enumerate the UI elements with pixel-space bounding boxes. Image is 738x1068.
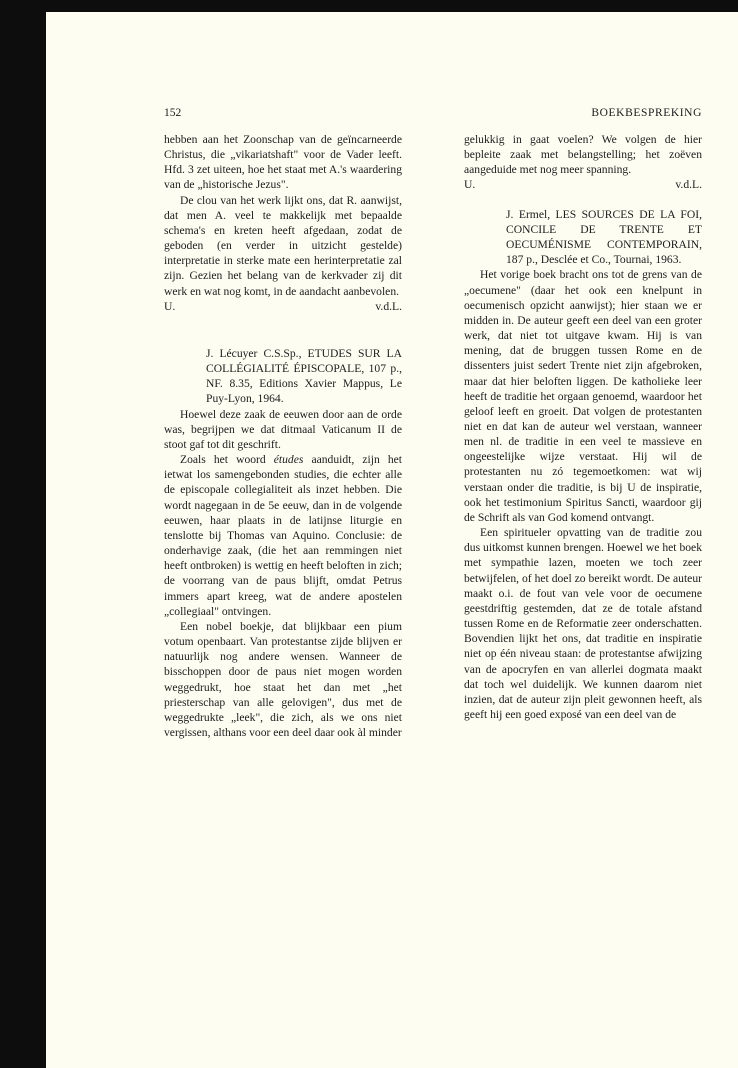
signature-initial: U. — [164, 299, 176, 313]
running-title: BOEKBESPREKING — [591, 107, 702, 119]
paragraph: Zoals het woord études aanduidt, zijn het ietwat los samengebonden studies, die echter alle de episcopale collegialiteit als inzet hebben. Die wordt nagegaan in de 5e eeuw, dan in de volgende eeuwen, haar plaats in de latijnse liturgie en tenslotte bij Thomas van Aquino. Conclusie: de onderhavige zaak, (die het aan remmingen niet heeft ontbroken) is wettig en heeft beloften in zich; de voorrang van de paus blijft, omdat Petrus immers apart kreeg, wat de andere apostelen „collegiaal" ontvingen. — [164, 453, 402, 618]
signature-author: v.d.L. — [675, 178, 702, 192]
book-entry: J. Lécuyer C.S.Sp., ETUDES SUR LA COLLÉGIALITÉ ÉPISCOPALE, 107 p., NF. 8.35, Editions Xavier Mappus, Le Puy-Lyon, 1964. — [206, 346, 402, 406]
paragraph: gelukkig in gaat voelen? We volgen de hier bepleite zaak met belangstelling; het zoëven aangeduide met nog meer spanning. — [464, 133, 702, 177]
paragraph: Een nobel boekje, dat blijkbaar een pium votum openbaart. Van protestantse zijde blijven er natuurlijk nog andere wensen. Wanneer de bisschoppen door de paus niet mogen worden weggedrukt, hoe staat het dan met „het priesterschap van alle gelovigen", dus met de weggedrukte „leek", die zich, als we ons niet vergissen, althans voor een deel daar ook àl minder — [164, 619, 402, 739]
right-column — [464, 132, 702, 722]
paragraph: Het vorige boek bracht ons tot de grens van de „oecumene" (daar het ook een knelpunt in oecumenisch opzicht aanwijst); hier staan we er midden in. De auteur geeft een deel van een groter werk, dat niet tot uitgave kwam. Hij is van mening, dat de bruggen tussen Rome en de dissenters juist sedert Trente niet zijn afgebroken, maar dat hier beloften liggen. De katholieke leer heeft de traditie het orgaan genoemd, waardoor het geloof leeft en groeit. Dat volgen de protestanten niet en dat kan de auteur wel verstaan, wanneer men nl. de traditie in een veel te massieve en ongeestelijke wijze verstaat. Hij wil de protestanten nu zó tegemoetkomen: wat wij verstaan onder die traditie, is bij U de inspiratie, ook het testimonium Spiritus Sancti, waardoor gij de Schrift als van God komend ontvangt. — [464, 268, 702, 524]
signature-author: v.d.L. — [375, 299, 402, 313]
paragraph: Hoewel deze zaak de eeuwen door aan de orde was, begrijpen we dat ditmaal Vaticanum II de stoot gaf tot dit geschrift. — [164, 407, 402, 451]
page-header — [164, 107, 702, 121]
paragraph: hebben aan het Zoonschap van de geïncarneerde Christus, die „vikariatshaft" voor de Vader leeft. Hfd. 3 zet uiteen, hoe het staat met A.'s waardering van de „historische Jezus". — [164, 133, 402, 192]
left-column — [164, 132, 402, 740]
paragraph: De clou van het werk lijkt ons, dat R. aanwijst, dat men A. veel te makkelijk met bepaalde schema's en kreten heeft afgedaan, zodat de geboden (en verder in uitzicht gestelde) interpretatie in sterke mate een herinterpretatie zal zijn. Gezien het belang van de kerkvader zij dit werk en wat nog komt, in de aandacht aanbevolen. — [164, 193, 402, 298]
review-signature — [164, 299, 402, 314]
page-number: 152 — [164, 107, 182, 119]
review-signature — [464, 177, 702, 192]
book-entry: J. Ermel, LES SOURCES DE LA FOI, CONCILE DE TRENTE ET OECUMÉNISME CONTEMPORAIN, 187 p., Desclée et Co., Tournai, 1963. — [506, 207, 702, 267]
book-page — [46, 12, 738, 1068]
paragraph: Een spiritueler opvatting van de traditie zou dus uitkomst kunnen brengen. Hoewel we het boek met sympathie lazen, moeten we toch zeer betwijfelen, of het doel zo bereikt wordt. De auteur maakt o.i. de fout van vele voor de oecumene geestdriftig gestemden, dat ze de totale afstand tussen Rome en de Reformatie zeer onderschatten. Bovendien lijkt het ons, dat traditie en inspiratie niet op één niveau staan: de protestantse afwijzing van de apocryfen en van allerlei dogmata maakt dat toch wel duidelijk. We kunnen daarom niet inzien, dat de auteur zijn pleit gewonnen heeft, als geeft hij een goed exposé van een deel van de — [464, 526, 702, 721]
signature-initial: U. — [464, 178, 476, 192]
